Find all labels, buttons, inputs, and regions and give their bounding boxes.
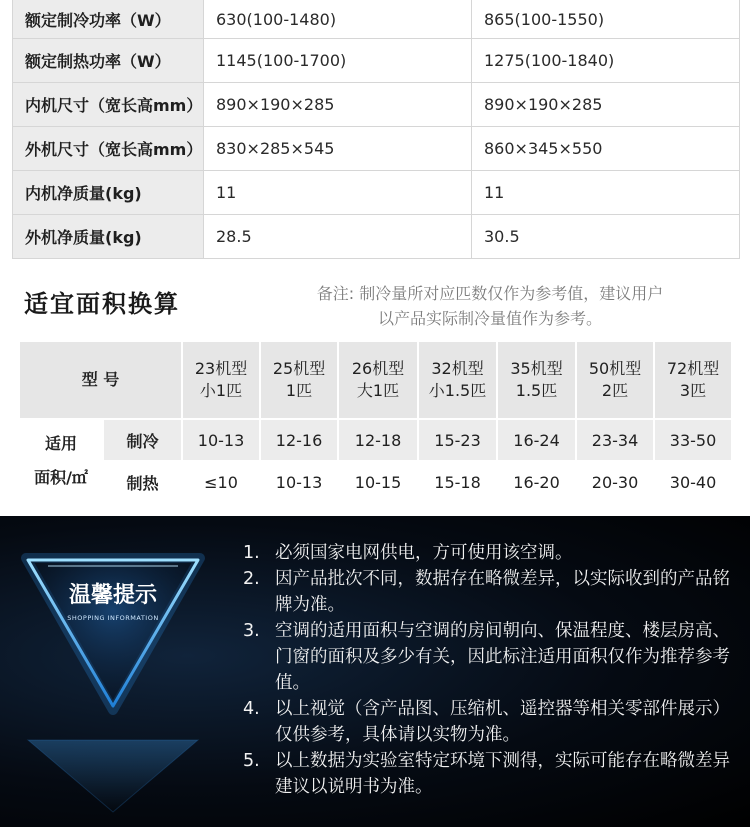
model-hp: 大1匹 xyxy=(356,381,400,400)
spec-value: 28.5 xyxy=(204,215,472,259)
model-header-cell xyxy=(654,341,732,419)
model-hp: 1匹 xyxy=(285,381,313,400)
spec-label: 额定制冷功率（W） xyxy=(13,0,204,39)
model-header-cell xyxy=(338,341,418,419)
heating-value: 10-15 xyxy=(338,461,418,503)
cooling-value: 12-18 xyxy=(338,419,418,461)
model-hp: 小1.5匹 xyxy=(428,381,487,400)
notice-list xyxy=(243,540,733,800)
spec-value: 11 xyxy=(472,171,740,215)
cooling-value: 33-50 xyxy=(654,419,732,461)
notice-item-number: 3. xyxy=(243,621,260,641)
model-name: 35机型 xyxy=(510,359,563,378)
table-row xyxy=(13,39,740,83)
spec-label: 外机尺寸（宽长高mm） xyxy=(13,127,204,171)
model-name: 72机型 xyxy=(666,359,720,378)
notice-item-text: 以上视觉（含产品图、压缩机、遥控器等相关零部件展示）仅供参考，具体请以实物为准。 xyxy=(275,699,730,745)
notice-item-number: 1. xyxy=(243,543,260,563)
notice-item xyxy=(243,540,733,566)
cooling-value: 15-23 xyxy=(418,419,497,461)
area-label-line: 适用 xyxy=(44,434,77,453)
model-header-cell xyxy=(418,341,497,419)
notice-item xyxy=(243,566,733,618)
heating-value: 10-13 xyxy=(260,461,338,503)
table-row xyxy=(13,127,740,171)
heating-value: 30-40 xyxy=(654,461,732,503)
spec-label: 额定制热功率（W） xyxy=(13,39,204,83)
area-note-line: 备注: 制冷量所对应匹数仅作为参考值，建议用户 xyxy=(316,284,664,303)
notice-item xyxy=(243,748,733,800)
model-name: 50机型 xyxy=(588,359,642,378)
model-header-cell xyxy=(182,341,260,419)
table-header-row xyxy=(19,341,732,419)
spec-value: 860×345×550 xyxy=(472,127,740,171)
model-hp: 2匹 xyxy=(601,381,629,400)
model-header-label: 型 号 xyxy=(19,341,182,419)
model-hp: 1.5匹 xyxy=(515,381,558,400)
spec-value: 630(100-1480) xyxy=(204,0,472,39)
model-hp: 小1匹 xyxy=(199,381,243,400)
badge-subtitle: SHOPPING INFORMATION xyxy=(67,614,159,622)
cooling-value: 10-13 xyxy=(182,419,260,461)
model-name: 25机型 xyxy=(272,359,326,378)
cooling-value: 16-24 xyxy=(497,419,576,461)
model-header-cell xyxy=(260,341,338,419)
spec-value: 830×285×545 xyxy=(204,127,472,171)
table-row xyxy=(13,215,740,259)
model-header-cell xyxy=(497,341,576,419)
notice-item-number: 5. xyxy=(243,751,260,771)
spec-value: 11 xyxy=(204,171,472,215)
spec-value: 1145(100-1700) xyxy=(204,39,472,83)
notice-item xyxy=(243,618,733,696)
spec-label: 内机净质量(kg) xyxy=(13,171,204,215)
badge-title: 温馨提示 xyxy=(68,583,158,608)
table-row-heating xyxy=(19,461,732,503)
model-name: 23机型 xyxy=(194,359,248,378)
cooling-value: 12-16 xyxy=(260,419,338,461)
notice-item-text: 以上数据为实验室特定环境下测得，实际可能存在略微差异建议以说明书为准。 xyxy=(275,751,730,797)
table-row xyxy=(13,171,740,215)
spec-label: 外机净质量(kg) xyxy=(13,215,204,259)
spec-value: 1275(100-1840) xyxy=(472,39,740,83)
spec-value: 865(100-1550) xyxy=(472,0,740,39)
model-hp: 3匹 xyxy=(679,381,707,400)
area-row-group-label xyxy=(19,419,103,503)
warm-tips-triangle-graphic xyxy=(18,540,208,820)
area-note-line: 以产品实际制冷量值作为参考。 xyxy=(377,309,602,328)
cooling-value: 23-34 xyxy=(576,419,654,461)
heating-value: ≤10 xyxy=(182,461,260,503)
heating-value: 16-20 xyxy=(497,461,576,503)
table-row xyxy=(13,83,740,127)
spec-table xyxy=(12,0,740,259)
notice-item-number: 4. xyxy=(243,699,260,719)
spec-value: 890×190×285 xyxy=(204,83,472,127)
notice-item-number: 2. xyxy=(243,569,260,589)
notice-item-text: 必须国家电网供电，方可使用该空调。 xyxy=(275,543,573,563)
cooling-label: 制冷 xyxy=(103,419,182,461)
area-label-line: 面积/㎡ xyxy=(34,468,88,487)
notice-item-text: 因产品批次不同，数据存在略微差异，以实际收到的产品铭牌为准。 xyxy=(275,569,730,615)
area-note xyxy=(270,281,710,331)
heating-value: 15-18 xyxy=(418,461,497,503)
spec-label: 内机尺寸（宽长高mm） xyxy=(13,83,204,127)
model-name: 26机型 xyxy=(351,359,405,378)
model-header-cell xyxy=(576,341,654,419)
notice-section xyxy=(0,516,750,827)
spec-value: 890×190×285 xyxy=(472,83,740,127)
heating-value: 20-30 xyxy=(576,461,654,503)
area-table xyxy=(18,340,733,504)
notice-item-text: 空调的适用面积与空调的房间朝向、保温程度、楼层房高、门窗的面积及多少有关，因此标注适用面积仅作为推荐参考值。 xyxy=(275,621,730,693)
table-row-cooling xyxy=(19,419,732,461)
table-row xyxy=(13,0,740,39)
heating-label: 制热 xyxy=(103,461,182,503)
notice-item xyxy=(243,696,733,748)
spec-value: 30.5 xyxy=(472,215,740,259)
area-section-title: 适宜面积换算 xyxy=(24,290,180,318)
model-name: 32机型 xyxy=(431,359,484,378)
